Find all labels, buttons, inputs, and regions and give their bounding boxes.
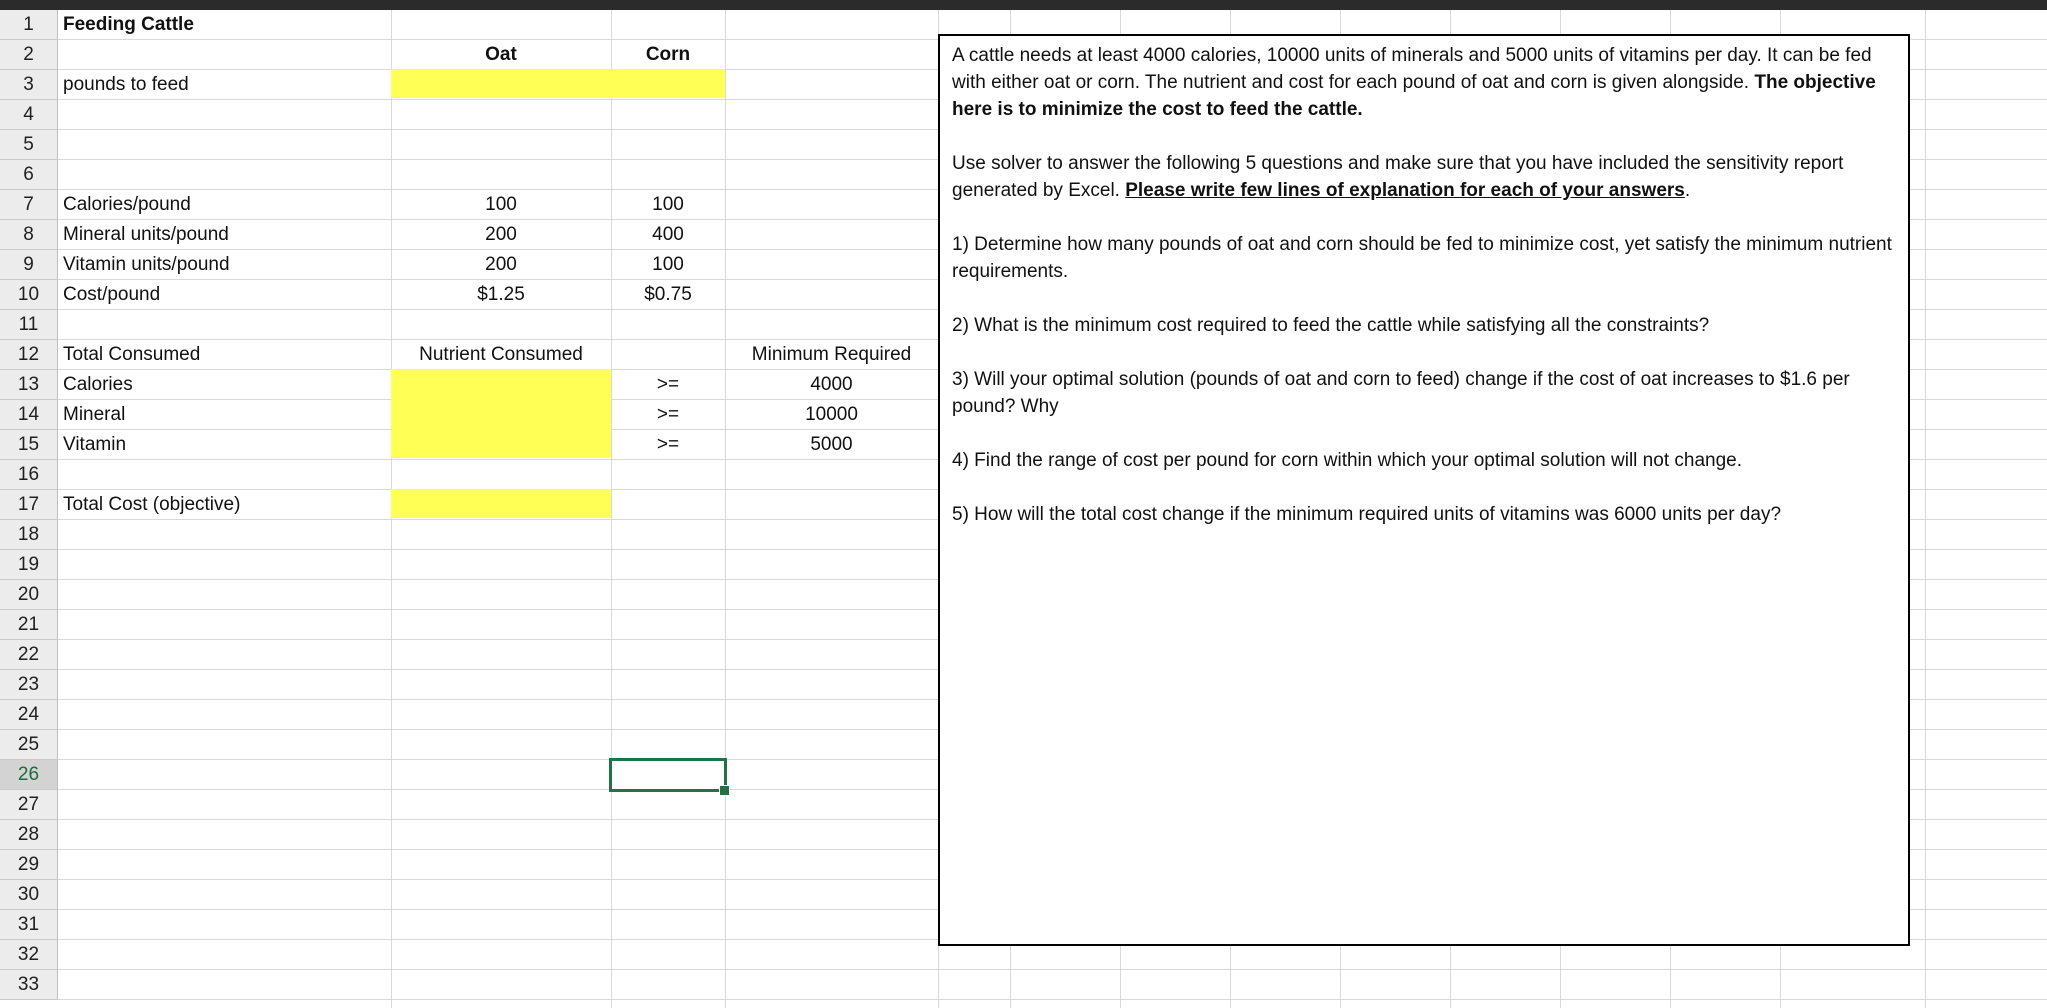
row-header[interactable]: 1 [0,10,58,40]
total-cost-cell[interactable] [391,489,611,518]
row-header[interactable]: 3 [0,70,58,100]
nutrient-label[interactable]: Mineral units/pound [63,224,229,245]
sheet-title[interactable]: Feeding Cattle [63,14,194,35]
solver-text: Use solver to answer the following 5 questions and make sure that you have included the sensitivity report generated by Excel. [952,153,1844,201]
row-header[interactable]: 11 [0,310,58,340]
header-corn[interactable]: Corn [645,44,691,65]
constraint-minimum[interactable]: 5000 [810,434,853,455]
explanation-instruction: Please write few lines of explanation for each of your answers [1125,180,1685,201]
minimum-required-header[interactable]: Minimum Required [751,344,912,365]
row-header[interactable]: 29 [0,850,58,880]
constraint-label[interactable]: Calories [63,374,133,395]
constraint-label[interactable]: Mineral [63,404,126,425]
row-header[interactable]: 20 [0,580,58,610]
nutrient-corn-value[interactable]: 100 [652,194,684,215]
column-gridline [1925,10,1926,1008]
row-header[interactable]: 16 [0,460,58,490]
row-header[interactable]: 18 [0,520,58,550]
cost-oat-value[interactable]: $1.25 [477,284,525,305]
objective-text: The objective here is to minimize the cost to feed the cattle. [952,72,1876,120]
row-header[interactable]: 10 [0,280,58,310]
solver-instructions: Use solver to answer the following 5 questions and make sure that you have included the sensitivity report generated by Excel. Please write few lines of explanation for each of your answers. [952,153,1844,201]
row-header[interactable]: 7 [0,190,58,220]
intro-text: A cattle needs at least 4000 calories, 10000 units of minerals and 5000 units of vitamins per day. It can be fed with either oat or corn. The nutrient and cost for each pound of oat and corn is given alongside. [952,45,1872,93]
active-cell-selection[interactable] [609,758,727,792]
question-1: 1) Determine how many pounds of oat and corn should be fed to minimize cost, yet satisfy the minimum nutrient requirements. [952,234,1892,282]
nutrient-oat-value[interactable]: 200 [485,224,517,245]
nutrient-corn-value[interactable]: 400 [652,224,684,245]
row-header[interactable]: 28 [0,820,58,850]
constraint-operator[interactable]: >= [656,374,680,395]
cost-corn-value[interactable]: $0.75 [644,284,692,305]
window-top-bar [0,0,2047,10]
instructions-text-box[interactable] [938,34,1910,946]
row-header[interactable]: 23 [0,670,58,700]
column-gridline [611,10,612,1008]
question-2: 2) What is the minimum cost required to feed the cattle while satisfying all the constraints? [952,315,1710,336]
row-header[interactable]: 21 [0,610,58,640]
total-cost-label[interactable]: Total Cost (objective) [63,494,241,515]
constraint-operator[interactable]: >= [656,404,680,425]
constraint-minimum[interactable]: 4000 [810,374,853,395]
cost-label[interactable]: Cost/pound [63,284,161,305]
row-header[interactable]: 19 [0,550,58,580]
row-header[interactable]: 15 [0,430,58,460]
row-header[interactable]: 14 [0,400,58,430]
nutrient-oat-value[interactable]: 200 [485,254,517,275]
question-4: 4) Find the range of cost per pound for corn within which your optimal solution will not change. [952,450,1742,471]
row-header[interactable]: 32 [0,940,58,970]
question-5: 5) How will the total cost change if the minimum required units of vitamins was 6000 units per day? [952,504,1782,525]
row-header[interactable]: 27 [0,790,58,820]
nutrient-label[interactable]: Calories/pound [63,194,191,215]
row-header[interactable]: 25 [0,730,58,760]
question-3: 3) Will your optimal solution (pounds of oat and corn to feed) change if the cost of oat increases to $1.6 per pound? Why [952,369,1850,417]
nutrient-consumed-cells[interactable] [391,369,611,458]
column-gridline [725,10,726,1008]
constraint-minimum[interactable]: 10000 [805,404,858,425]
row-gridline [58,999,2047,1000]
row-header[interactable]: 8 [0,220,58,250]
total-consumed-label[interactable]: Total Consumed [63,344,201,365]
pounds-input-cells[interactable] [391,69,725,98]
fill-handle[interactable] [719,785,730,796]
nutrient-oat-value[interactable]: 100 [485,194,517,215]
row-header[interactable]: 12 [0,340,58,370]
row-header[interactable]: 6 [0,160,58,190]
problem-description [952,42,1896,123]
constraint-operator[interactable]: >= [656,434,680,455]
row-header[interactable]: 24 [0,700,58,730]
pounds-to-feed-label[interactable]: pounds to feed [63,74,189,95]
row-header[interactable]: 13 [0,370,58,400]
row-header[interactable]: 4 [0,100,58,130]
row-header[interactable]: 17 [0,490,58,520]
nutrient-consumed-header[interactable]: Nutrient Consumed [419,344,583,365]
row-gridline [58,969,2047,970]
header-oat[interactable]: Oat [485,44,517,65]
nutrient-corn-value[interactable]: 100 [652,254,684,275]
row-header[interactable]: 22 [0,640,58,670]
row-header[interactable]: 33 [0,970,58,1000]
row-header[interactable]: 9 [0,250,58,280]
constraint-label[interactable]: Vitamin [63,434,127,455]
row-header[interactable]: 26 [0,760,58,790]
nutrient-label[interactable]: Vitamin units/pound [63,254,230,275]
row-header[interactable]: 5 [0,130,58,160]
row-header[interactable]: 30 [0,880,58,910]
row-header[interactable]: 31 [0,910,58,940]
row-header[interactable]: 2 [0,40,58,70]
